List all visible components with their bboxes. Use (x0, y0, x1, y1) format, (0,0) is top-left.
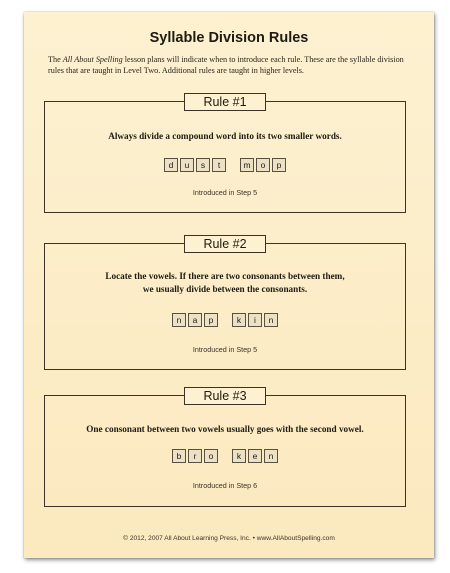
letter-tile: m (240, 158, 254, 172)
tile-word (172, 449, 218, 463)
rule-text-2 (45, 270, 405, 296)
intro-product-name: All About Spelling (62, 55, 123, 64)
letter-tile: s (196, 158, 210, 172)
tile-word (164, 158, 226, 172)
letter-tile: p (204, 313, 218, 327)
intro-paragraph (48, 54, 418, 76)
tile-word (240, 158, 286, 172)
letter-tile: n (264, 313, 278, 327)
rule-label-2: Rule #2 (184, 235, 266, 253)
rule-box-1 (44, 95, 406, 213)
rule-box-3 (44, 389, 406, 507)
letter-tiles-3 (45, 449, 405, 463)
letter-tiles-1 (45, 158, 405, 172)
rule-text-1 (45, 130, 405, 143)
letter-tile: p (272, 158, 286, 172)
intro-text-before: The (48, 55, 63, 64)
tile-word (232, 313, 278, 327)
rule-box-2 (44, 237, 406, 370)
letter-tile: o (204, 449, 218, 463)
letter-tile: b (172, 449, 186, 463)
letter-tile: i (248, 313, 262, 327)
letter-tile: n (264, 449, 278, 463)
step-note-1: Introduced in Step 5 (192, 188, 258, 197)
letter-tile: r (188, 449, 202, 463)
letter-tile: k (232, 313, 246, 327)
letter-tile: k (232, 449, 246, 463)
step-note-3: Introduced in Step 6 (192, 481, 258, 490)
letter-tile: n (172, 313, 186, 327)
letter-tile: d (164, 158, 178, 172)
letter-tile: a (188, 313, 202, 327)
rule-text-line: One consonant between two vowels usually goes with the second vowel. (86, 424, 364, 434)
letter-tile: t (212, 158, 226, 172)
intro-text-after: lesson plans will indicate when to introduce each rule. These are the syllable division rules that are taught in Level Two. Additional rules are taught in higher levels. (48, 55, 404, 75)
worksheet-page (24, 12, 434, 558)
tile-word (172, 313, 218, 327)
letter-tile: e (248, 449, 262, 463)
rule-text-3 (45, 423, 405, 436)
step-note-2: Introduced in Step 5 (192, 345, 258, 354)
page-title: Syllable Division Rules (149, 30, 309, 46)
rule-label-1: Rule #1 (184, 93, 266, 111)
rule-label-3: Rule #3 (184, 387, 266, 405)
rule-text-line: we usually divide between the consonants. (142, 284, 308, 294)
letter-tile: o (256, 158, 270, 172)
copyright-footer: © 2012, 2007 All About Learning Press, Inc. • www.AllAboutSpelling.com (123, 535, 335, 542)
rule-text-line: Always divide a compound word into its two smaller words. (108, 131, 342, 141)
rule-text-line: Locate the vowels. If there are two consonants between them, (105, 271, 345, 281)
letter-tile: u (180, 158, 194, 172)
tile-word (232, 449, 278, 463)
letter-tiles-2 (45, 313, 405, 327)
